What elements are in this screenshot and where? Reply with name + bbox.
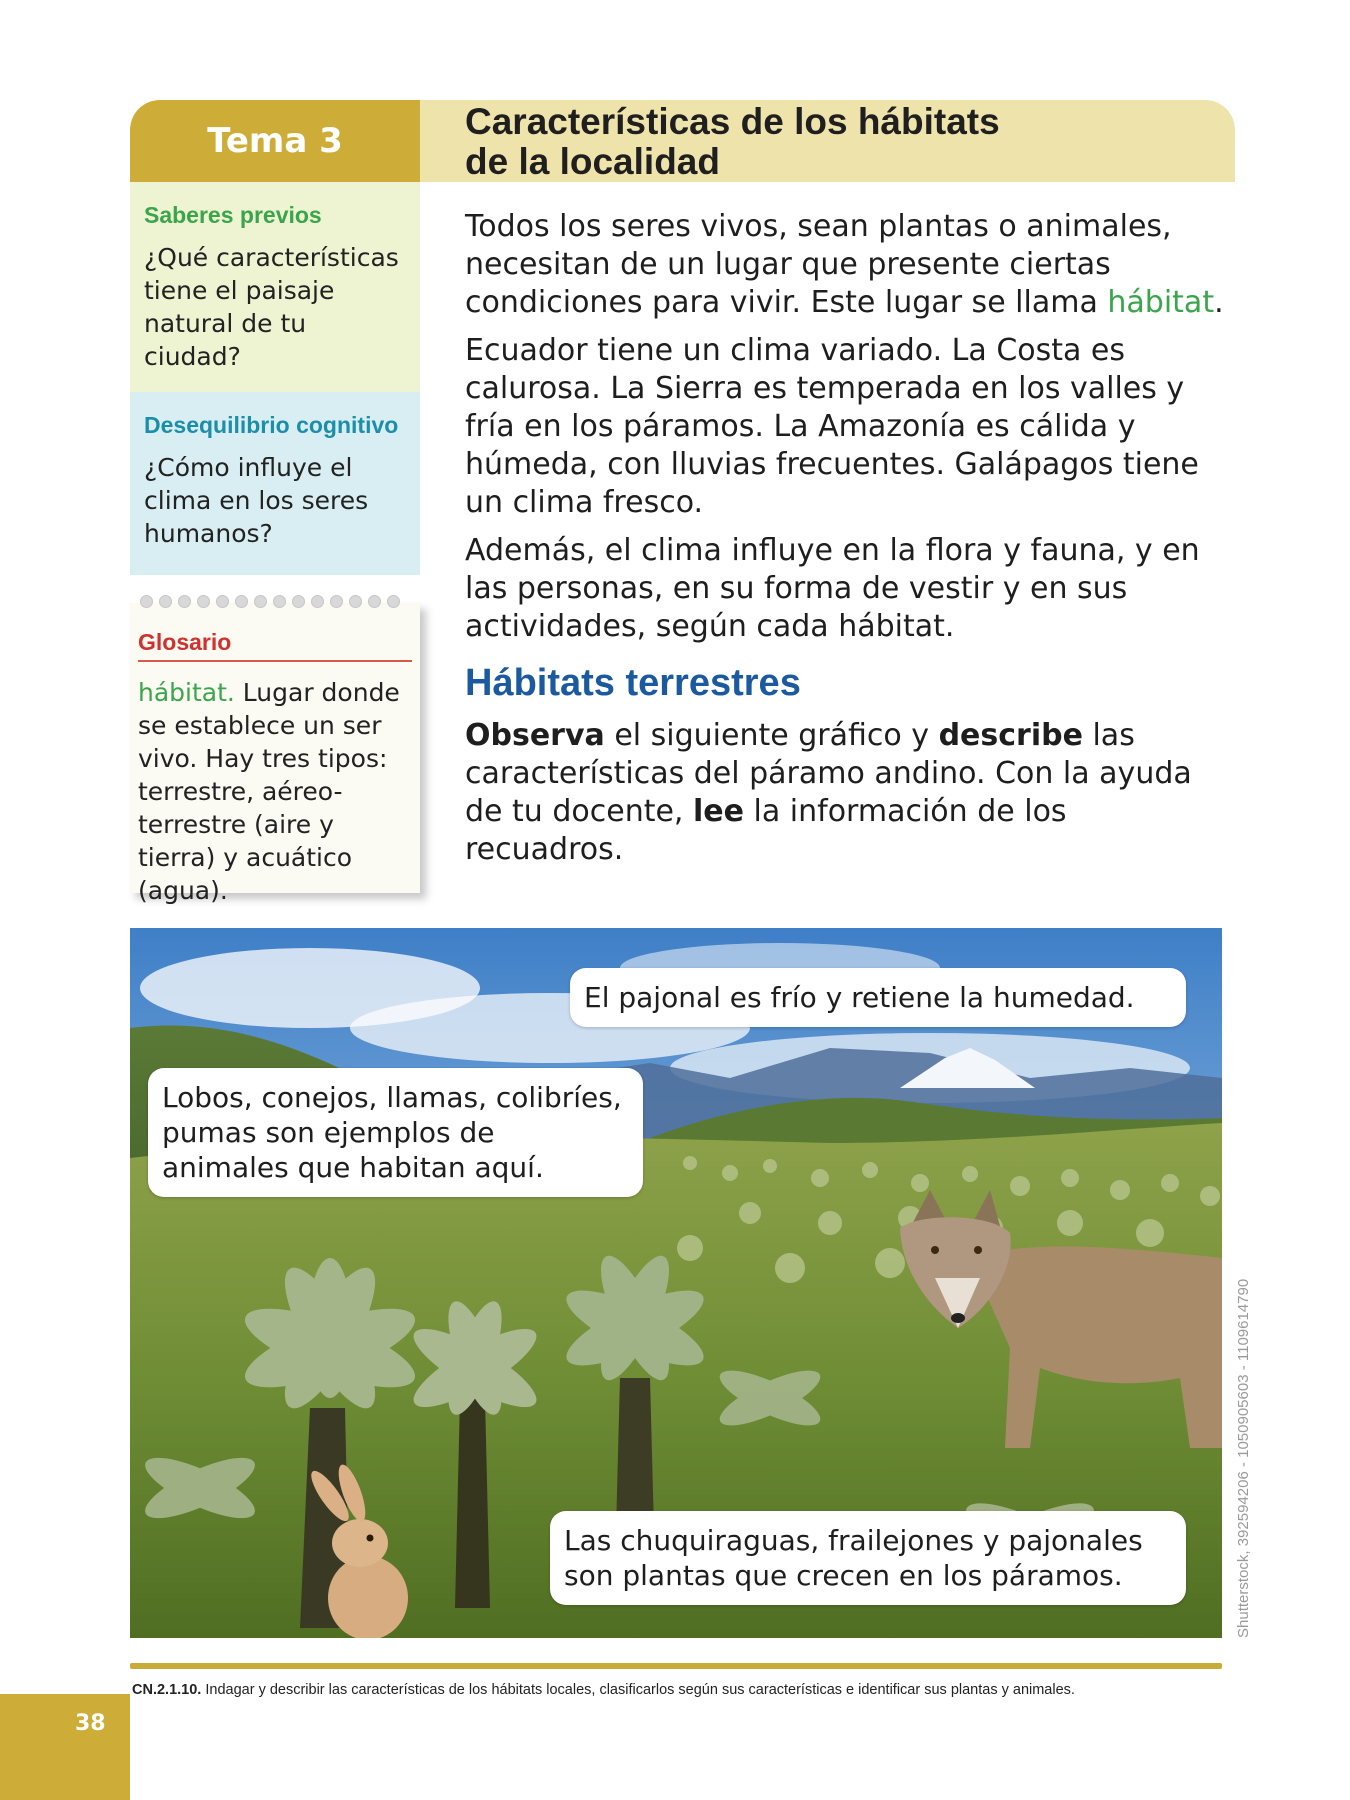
glosario-definition: [138, 676, 412, 907]
instruction-verb-lee: lee: [693, 794, 744, 829]
tema-text: Tema 3: [207, 121, 343, 161]
glosario-heading: Glosario: [138, 603, 412, 662]
main-content: [465, 208, 1230, 879]
paragraph-2: Ecuador tiene un clima variado. La Costa es calurosa. La Sierra es temperada en los valles y fría en los páramos. La Amazonía es cálida y húmeda, con lluvias frecuentes. Galápagos tiene un clima fresco.: [465, 333, 1199, 520]
curriculum-standard: [132, 1682, 1075, 1698]
paragraph-1-text: Todos los seres vivos, sean plantas o animales, necesitan de un lugar que presente ciertas condiciones para vivir. Este lugar se llama: [465, 209, 1172, 320]
page-number: 38: [75, 1711, 106, 1736]
habitat-keyword: hábitat: [1107, 285, 1215, 320]
saberes-previos-heading: Saberes previos: [144, 202, 322, 228]
curriculum-code: CN.2.1.10.: [132, 1682, 202, 1698]
bubble-plantas: Las chuquiraguas, frailejones y pajonales son plantas que crecen en los páramos.: [550, 1511, 1186, 1605]
page-title-line-2: de la localidad: [465, 141, 720, 182]
bubble-animales: Lobos, conejos, llamas, colibríes, pumas son ejemplos de animales que habitan aquí.: [148, 1068, 643, 1197]
section-title: Hábitats terrestres: [465, 662, 801, 704]
instruction-verb-describe: describe: [938, 718, 1083, 753]
paragraph-1-end: .: [1214, 285, 1224, 320]
tema-label: [130, 100, 420, 182]
photo-credit: Shutterstock, 392594206 - 1050905603 - 1109614790: [1235, 1278, 1252, 1638]
instruction-paragraph: [465, 717, 1230, 869]
glosario-note: [130, 603, 420, 905]
paramo-photo: [130, 928, 1222, 1638]
paragraph-1: [465, 208, 1230, 322]
page-number-tab: [0, 1694, 130, 1800]
instruction-text-3: la información de los recuadros.: [465, 794, 1067, 867]
notebook-rings: [140, 595, 400, 608]
bubble-pajonal: El pajonal es frío y retiene la humedad.: [570, 968, 1186, 1027]
instruction-text-1: el siguiente gráfico y: [604, 718, 939, 753]
curriculum-description: Indagar y describir las características de los hábitats locales, clasificarlos según sus características e identificar sus plantas y animales.: [201, 1682, 1075, 1698]
instruction-verb-observa: Observa: [465, 718, 605, 753]
paragraph-3: Además, el clima influye en la flora y fauna, y en las personas, en su forma de vestir y en sus actividades, según cada hábitat.: [465, 533, 1200, 644]
desequilibrio-heading: Desequilibrio cognitivo: [144, 412, 399, 438]
desequilibrio-box: [130, 392, 420, 575]
page-title: [465, 102, 1235, 182]
page-title-line-1: Características de los hábitats: [465, 101, 1000, 142]
page-title-band: [420, 100, 1235, 182]
saberes-previos-question: ¿Qué características tiene el paisaje natural de tu ciudad?: [144, 243, 399, 371]
desequilibrio-question: ¿Cómo influye el clima en los seres humanos?: [144, 453, 369, 548]
saberes-previos-box: [130, 182, 420, 392]
glosario-term: hábitat.: [138, 678, 235, 707]
footer-divider: [130, 1663, 1222, 1669]
instruction-text-2: las características del páramo andino. Con la ayuda de tu docente,: [465, 718, 1192, 829]
glosario-definition-text: Lugar donde se establece un ser vivo. Hay tres tipos: terrestre, aéreo-terrestre (aire y tierra) y acuático (agua).: [138, 678, 400, 905]
